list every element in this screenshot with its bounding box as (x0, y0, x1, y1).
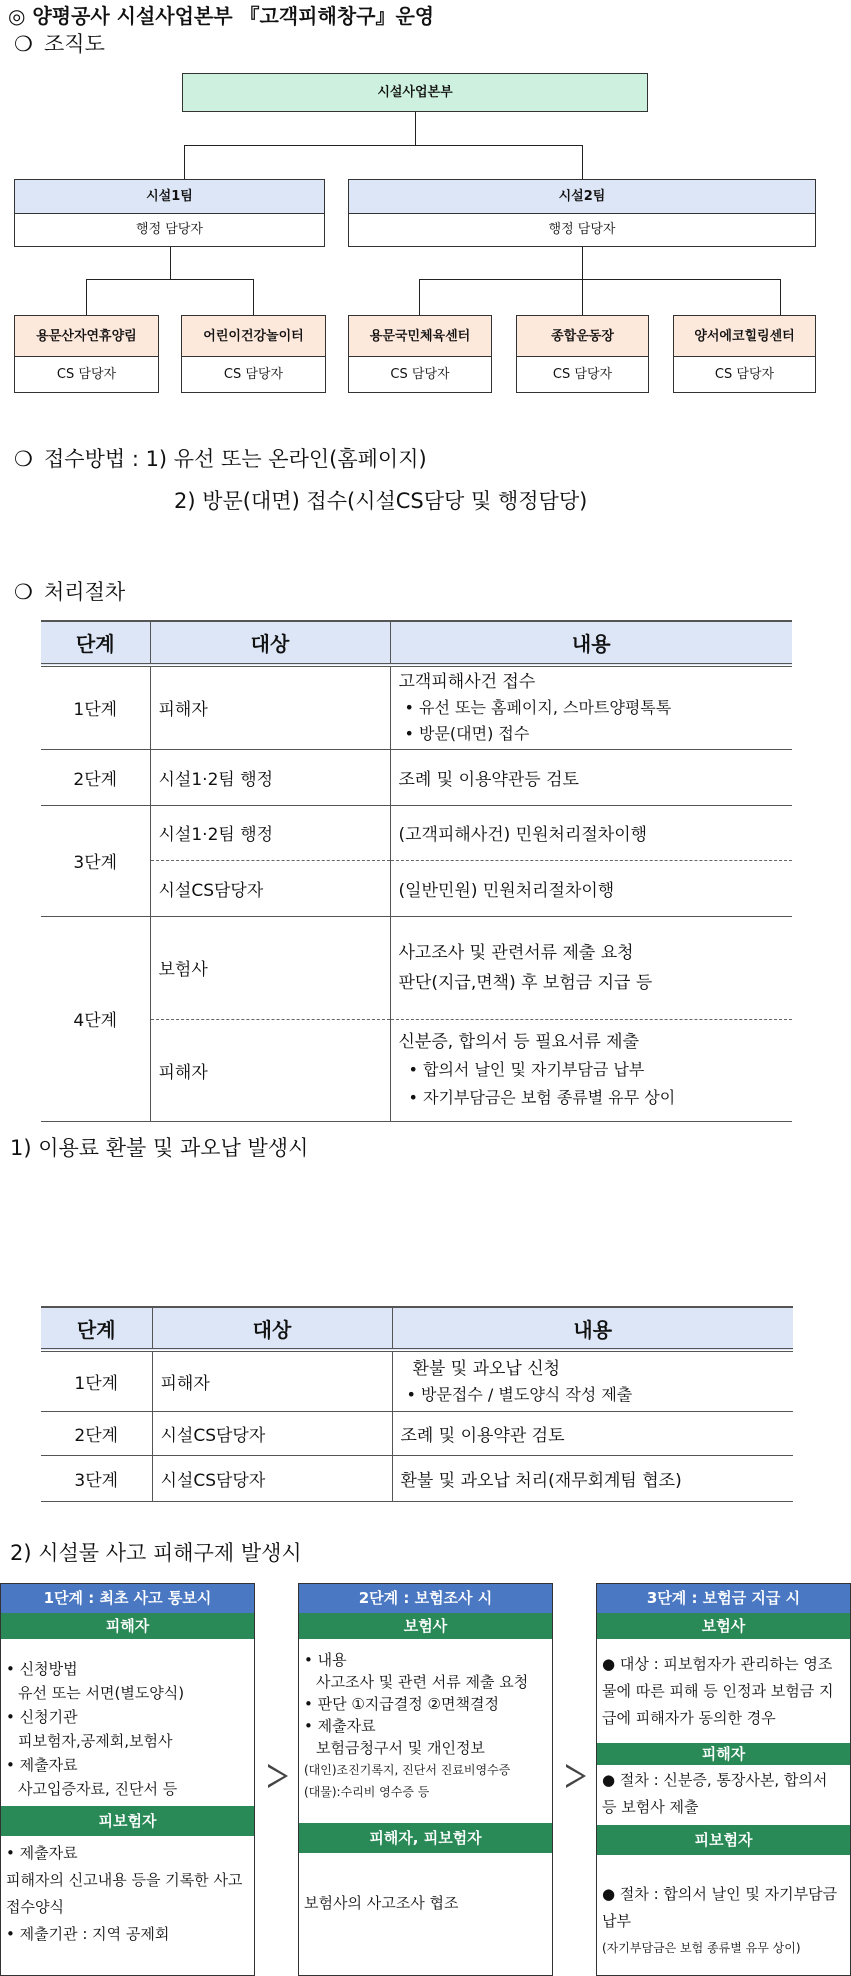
org-facility-box (181, 315, 326, 393)
refund-table (41, 1306, 793, 1502)
table-row (41, 1411, 793, 1455)
section-accident-title: 2) 시설물 사고 피해구제 발생시 (10, 1541, 302, 1565)
table-content-cell: 조례 및 이용약관등 검토 (390, 749, 792, 805)
table-header-cell: 단계 (41, 621, 150, 665)
org-connector (415, 112, 416, 145)
step-header: 3단계 : 보험금 지급 시 (597, 1584, 850, 1613)
page-title: ◎ 양평공사 시설사업본부 『고객피해창구』운영 (8, 4, 435, 28)
org-hq-box: 시설사업본부 (182, 73, 648, 112)
body-line: (자기부담금은 보험 종류별 유무 상이) (602, 1941, 801, 1955)
right-triangle-arrow-icon (566, 1764, 586, 1788)
step-subheader: 피보험자 (597, 1825, 850, 1855)
table-target-cell: 시설1·2팀 행정 (150, 805, 390, 860)
content-line: 신분증, 합의서 등 필요서류 제출 (398, 1032, 640, 1052)
body-line: (대인)조진기록지, 진단서 진료비영수증 (304, 1763, 511, 1777)
org-connector (170, 247, 171, 279)
step-subheader: 보험사 (299, 1613, 552, 1639)
table-header-row (41, 1307, 793, 1350)
org-connector (184, 145, 185, 179)
body-line: 사고입증자료, 진단서 등 (18, 1780, 178, 1798)
org-connector (419, 279, 420, 315)
section-org (14, 28, 105, 58)
org-connector (419, 279, 780, 280)
table-header-row (41, 621, 792, 665)
org-facility-role: CS 담당자 (223, 367, 284, 382)
step-body (1, 1836, 254, 1954)
org-facility-name: 종합운동장 (517, 316, 648, 357)
table-content-cell: (고객피해사건) 민원처리절차이행 (390, 805, 792, 860)
step-subheader: 피해자, 피보험자 (299, 1823, 552, 1853)
body-line: • 판단 ①지급결정 ②면책결정 (304, 1695, 499, 1713)
step-body (1, 1639, 254, 1806)
content-line: 판단(지급,면책) 후 보험금 지급 등 (398, 972, 653, 993)
org-facility-box (14, 315, 159, 393)
table-row (41, 916, 792, 1019)
body-line: ● 절차 : 합의서 날인 및 자기부담금 납부 (602, 1885, 838, 1930)
org-facility-name: 어린이건강놀이터 (182, 316, 325, 357)
body-line: • 제출자료 (304, 1717, 376, 1735)
org-connector (184, 145, 582, 146)
table-stage-cell: 1단계 (41, 665, 150, 749)
step-body (299, 1639, 552, 1823)
org-facility-role: CS 담당자 (714, 367, 775, 382)
section-process (14, 576, 125, 606)
step-subheader: 피해자 (597, 1743, 850, 1765)
table-target-cell: 시설CS담당자 (152, 1411, 392, 1455)
org-connector (582, 247, 583, 279)
step-body: ● 절차 : 신분증, 통장사본, 합의서 등 보험사 제출 (602, 1771, 828, 1816)
content-line: • 유선 또는 홈페이지, 스마트양평톡톡 (404, 697, 672, 717)
table-content-cell (390, 665, 792, 749)
step-subheader: 피보험자 (1, 1806, 254, 1836)
process-step-1 (0, 1583, 255, 1976)
table-header-cell: 내용 (392, 1307, 793, 1350)
table-target-cell: 시설CS담당자 (152, 1455, 392, 1501)
content-line: • 방문(대면) 접수 (404, 723, 530, 743)
org-facility-box (516, 315, 649, 393)
table-stage-cell: 2단계 (41, 749, 150, 805)
body-line: 보험금청구서 및 개인정보 (316, 1739, 485, 1757)
org-connector (86, 279, 87, 315)
body-line: (대물):수리비 영수증 등 (304, 1785, 430, 1799)
content-line: • 방문접수 / 별도양식 작성 제출 (406, 1385, 633, 1405)
table-stage-cell: 4단계 (41, 916, 150, 1121)
org-connector (582, 145, 583, 179)
content-line: • 합의서 날인 및 자기부담금 납부 (408, 1060, 645, 1079)
step-header: 2단계 : 보험조사 시 (299, 1584, 552, 1613)
step-header: 1단계 : 최초 사고 통보시 (1, 1584, 254, 1613)
org-team-role: 행정 담당자 (136, 222, 203, 237)
hollow-circle-icon: ❍ (14, 447, 33, 471)
section-process-title: 처리절차 (44, 580, 126, 604)
section-org-title: 조직도 (44, 32, 105, 56)
section-method-title: 접수방법 : 1) 유선 또는 온라인(홈페이지) (44, 447, 427, 471)
table-target-cell: 피해자 (150, 1019, 390, 1121)
org-facility-box (348, 315, 492, 393)
org-connector (86, 279, 253, 280)
process-table (41, 620, 792, 1122)
org-facility-role: CS 담당자 (390, 367, 450, 382)
step-body (299, 1853, 552, 1921)
content-line: 환불 및 과오납 신청 (412, 1359, 561, 1380)
body-line: • 신청기관 (6, 1708, 78, 1726)
step-body: ● 대상 : 피보험자가 관리하는 영조물에 따른 피해 등 인정과 보험금 지급에 피해자가 동의한 경우 (602, 1655, 834, 1727)
body-line: 보험사의 사고조사 협조 (304, 1894, 459, 1912)
table-header-cell: 대상 (152, 1307, 392, 1350)
hollow-circle-icon: ❍ (14, 580, 33, 604)
table-content-cell: (일반민원) 민원처리절차이행 (390, 860, 792, 916)
table-header-cell: 단계 (41, 1307, 152, 1350)
table-stage-cell: 3단계 (41, 805, 150, 916)
body-line: • 제출기관 : 지역 공제회 (6, 1925, 170, 1943)
table-stage-cell: 2단계 (41, 1411, 152, 1455)
process-step-3 (596, 1583, 851, 1976)
table-target-cell: 피해자 (150, 665, 390, 749)
section-refund-title: 1) 이용료 환불 및 과오납 발생시 (10, 1136, 309, 1160)
table-content-cell (390, 1019, 792, 1121)
table-row (41, 749, 792, 805)
org-facility-role: CS 담당자 (552, 367, 613, 382)
org-team-name: 시설1팀 (15, 180, 324, 214)
table-target-cell: 피해자 (152, 1350, 392, 1411)
org-connector (780, 279, 781, 315)
org-team-role: 행정 담당자 (548, 222, 616, 237)
body-line: • 제출자료 (6, 1844, 78, 1862)
table-row (41, 1350, 793, 1411)
org-team-box (14, 179, 325, 247)
table-row (41, 805, 792, 860)
body-line: • 제출자료 (6, 1756, 78, 1774)
step-body (597, 1855, 850, 1968)
table-row (41, 1019, 792, 1121)
section-method-line2: 2) 방문(대면) 접수(시설CS담당 및 행정담당) (174, 489, 588, 513)
right-triangle-arrow-icon (268, 1764, 288, 1788)
table-target-cell: 시설CS담당자 (150, 860, 390, 916)
content-line: 사고조사 및 관련서류 제출 요청 (398, 942, 634, 963)
table-target-cell: 보험사 (150, 916, 390, 1019)
org-connector (253, 279, 254, 315)
table-content-cell: 환불 및 과오납 처리(재무회계팀 협조) (392, 1455, 793, 1501)
org-facility-name: 용문산자연휴양림 (15, 316, 158, 357)
org-team-box (348, 179, 816, 247)
org-team-name: 시설2팀 (349, 180, 815, 214)
body-line: 사고조사 및 관련 서류 제출 요청 (316, 1673, 529, 1691)
content-line: 고객피해사건 접수 (398, 671, 536, 692)
org-connector (582, 279, 583, 315)
table-content-cell: 조례 및 이용약관 검토 (392, 1411, 793, 1455)
table-content-cell (390, 916, 792, 1019)
table-header-cell: 내용 (390, 621, 792, 665)
section-method (14, 443, 427, 473)
step-subheader: 보험사 (597, 1613, 850, 1639)
table-target-cell: 시설1·2팀 행정 (150, 749, 390, 805)
org-facility-name: 양서에코힐링센터 (674, 316, 815, 357)
table-header-cell: 대상 (150, 621, 390, 665)
org-facility-name: 용문국민체육센터 (349, 316, 491, 357)
body-line: • 신청방법 (6, 1660, 78, 1678)
table-row (41, 860, 792, 916)
body-line: 피해자의 신고내용 등을 기록한 사고접수양식 (6, 1871, 243, 1916)
table-stage-cell: 3단계 (41, 1455, 152, 1501)
org-facility-box (673, 315, 816, 393)
content-line: • 자기부담금은 보험 종류별 유무 상이 (408, 1088, 676, 1107)
hollow-circle-icon: ❍ (14, 32, 33, 56)
table-stage-cell: 1단계 (41, 1350, 152, 1411)
body-line: 피보험자,공제회,보험사 (18, 1732, 173, 1750)
body-line: 유선 또는 서면(별도양식) (18, 1684, 185, 1702)
body-line: • 내용 (304, 1651, 347, 1669)
table-content-cell (392, 1350, 793, 1411)
org-facility-role: CS 담당자 (56, 367, 117, 382)
process-step-2 (298, 1583, 553, 1976)
table-row (41, 665, 792, 749)
table-row (41, 1455, 793, 1501)
step-subheader: 피해자 (1, 1613, 254, 1639)
